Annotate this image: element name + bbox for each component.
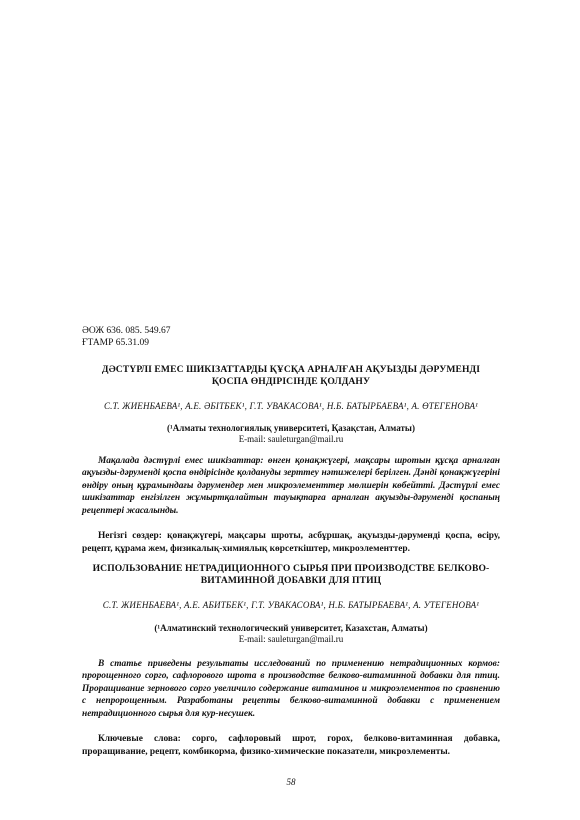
- ru-email: E-mail: sauleturgan@mail.ru: [238, 634, 344, 644]
- kz-abstract: Мақалада дәстүрлі емес шикізаттар: өнген қонақжүгері, мақсары шротын құсқа арналған ақуызды-дәруменді қоспа өндірісінде қолдануды зерттеу нәтижелері берілген. Дәнді қонақжүгерінi өндіру оның құрамындағы дәрумендер мен микроэлементтер мөлшерін көбейтті. Дәстүрлі емес шикізаттар енгізілген жұмыртқалайтын тауықтарға арналған ақуызды-дәруменді қоспаның рецептері жасалынды.: [82, 456, 500, 516]
- udc-codes: [82, 325, 171, 349]
- ru-affiliation-block: [82, 623, 500, 645]
- page-number: 58: [286, 777, 296, 787]
- ru-abstract: В статье приведены результаты исследований по применению нетрадиционных кормов: пророщенного сорго, сафлорового шрота в производстве белково-витаминной добавки для птиц. Проращивание зернового сорго увеличило содержание витаминов и микроэлементов по сравнению с непророщенным. Разработаны рецепты белково-витаминной добавки с применением нетрадиционного сырья для кур-несушек.: [82, 659, 500, 719]
- gtamr-code: ҒТАМР 65.31.09: [82, 338, 150, 348]
- ru-keywords: Ключевые слова: сорго, сафлоровый шрот, горох, белково-витаминная добавка, проращивание, рецепт, комбикорма, физико-химические показатели, микроэлементы.: [82, 734, 500, 757]
- kz-title: [82, 364, 500, 388]
- ru-affiliation: (¹Алматинский технологический университет, Казахстан, Алматы): [154, 623, 428, 633]
- ru-authors: С.Т. ЖИЕНБАЕВА¹, А.Е. АБИТБЕК¹, Г.Т. УВАКАСОВА¹, Н.Б. БАТЫРБАЕВА¹, А. УТЕГЕНОВА¹: [102, 600, 480, 610]
- ru-title: [82, 563, 500, 587]
- kz-affiliation: (¹Алматы технологиялық университеті, Қазақстан, Алматы): [167, 423, 415, 433]
- kz-authors: С.Т. ЖИЕНБАЕВА¹, А.Е. ӘБІТБЕК¹, Г.Т. УВАКАСОВА¹, Н.Б. БАТЫРБАЕВА¹, А. ӨТЕГЕНОВА¹: [103, 401, 479, 411]
- ru-title-line-1: ИСПОЛЬЗОВАНИЕ НЕТРАДИЦИОННОГО СЫРЬЯ ПРИ ПРОИЗВОДСТВЕ БЕЛКОВО-: [92, 563, 490, 574]
- kz-title-line-2: ҚОСПА ӨНДІРІСІНДЕ ҚОЛДАНУ: [211, 376, 371, 387]
- ru-title-line-2: ВИТАМИННОЙ ДОБАВКИ ДЛЯ ПТИЦ: [200, 575, 382, 586]
- kz-email: E-mail: sauleturgan@mail.ru: [238, 434, 344, 444]
- udc-code: ӘОЖ 636. 085. 549.67: [82, 326, 171, 336]
- kz-affiliation-block: [82, 423, 500, 445]
- kz-title-line-1: ДӘСТҮРЛІ ЕМЕС ШИКІЗАТТАРДЫ ҚҰСҚА АРНАЛҒАН АҚУЫЗДЫ ДӘРУМЕНДІ: [101, 364, 481, 375]
- kz-keywords: Негізгі сөздер: қонақжүгері, мақсары шроты, асбұршақ, ақуызды-дәруменді қоспа, өсіру, рецепт, құрама жем, физикалық-химиялық көрсеткіштер, микроэлементтер.: [82, 531, 500, 554]
